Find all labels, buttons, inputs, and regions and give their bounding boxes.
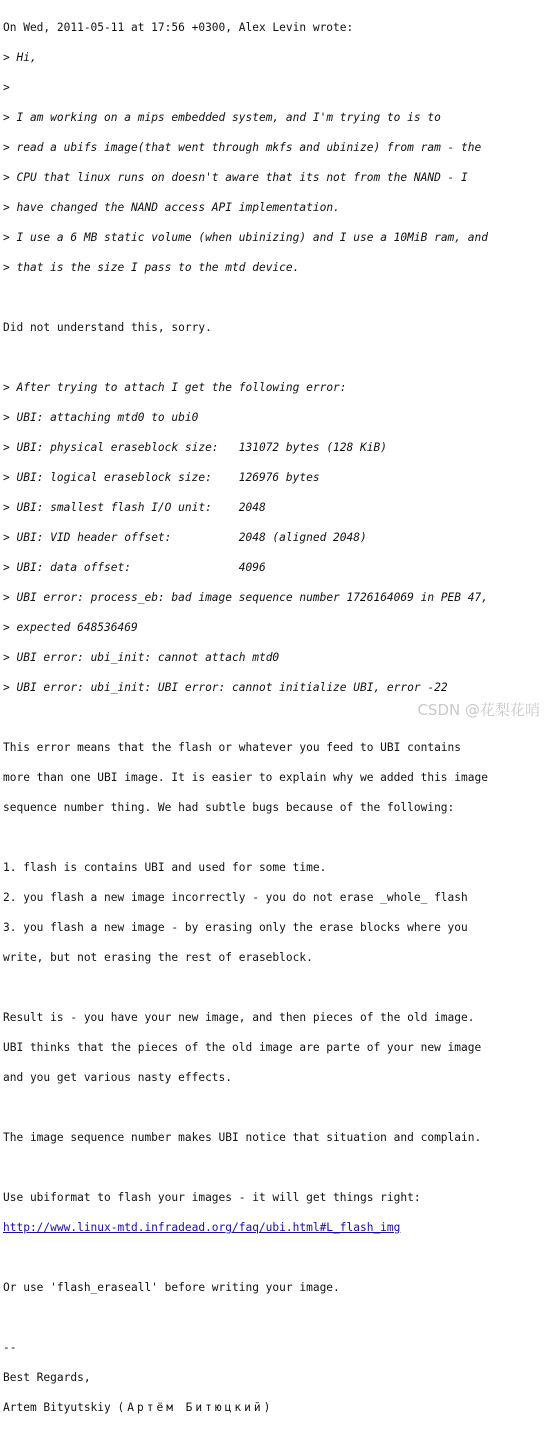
blank-line: [3, 290, 488, 305]
quote-line: > UBI: VID header offset: 2048 (aligned 2048): [3, 531, 367, 544]
quote-line: > UBI: data offset: 4096: [3, 561, 266, 574]
reply-line: Use ubiformat to flash your images - it will get things right:: [3, 1191, 421, 1204]
reply-line: Result is - you have your new image, and then pieces of the old image.: [3, 1011, 475, 1024]
ubi-faq-link[interactable]: http://www.linux-mtd.infradead.org/faq/ubi.html#L_flash_img: [3, 1221, 401, 1234]
reply-line: and you get various nasty effects.: [3, 1071, 233, 1084]
csdn-watermark: CSDN @花梨花哨: [417, 701, 540, 719]
blank-line: [3, 1250, 488, 1265]
link-line: [3, 1220, 488, 1235]
quote-line: > UBI error: ubi_init: cannot attach mtd0: [3, 651, 280, 664]
quote-line: > that is the size I pass to the mtd device.: [3, 261, 300, 274]
quote-line: >: [3, 81, 17, 94]
reply-line: Did not understand this, sorry.: [3, 321, 212, 334]
blank-line: [3, 1310, 488, 1325]
blank-line: [3, 710, 488, 725]
signature-name-cyrillic: (Артём Битюцкий): [117, 1401, 274, 1414]
quote-line: > UBI error: ubi_init: UBI error: cannot initialize UBI, error -22: [3, 681, 448, 694]
signature-name: Artem Bityutskiy: [3, 1401, 111, 1414]
reply-line: The image sequence number makes UBI notice that situation and complain.: [3, 1131, 482, 1144]
quote-line: > have changed the NAND access API implementation.: [3, 201, 340, 214]
quote-line: > UBI error: process_eb: bad image sequence number 1726164069 in PEB 47,: [3, 591, 488, 604]
blank-line: [3, 980, 488, 995]
signature-name-line: [3, 1400, 488, 1415]
list-item: 2. you flash a new image incorrectly - you do not erase _whole_ flash: [3, 891, 468, 904]
quote-line: > CPU that linux runs on doesn't aware that its not from the NAND - I: [3, 171, 468, 184]
quote-line: > I use a 6 MB static volume (when ubinizing) and I use a 10MiB ram, and: [3, 231, 488, 244]
quote-line: > I am working on a mips embedded system, and I'm trying to is to: [3, 111, 441, 124]
quote-line: > read a ubifs image(that went through mkfs and ubinize) from ram - the: [3, 141, 482, 154]
attribution-line: On Wed, 2011-05-11 at 17:56 +0300, Alex Levin wrote:: [3, 21, 354, 34]
quote-line: > expected 648536469: [3, 621, 138, 634]
list-item: write, but not erasing the rest of eraseblock.: [3, 951, 313, 964]
quote-line: > UBI: attaching mtd0 to ubi0: [3, 411, 199, 424]
list-item: 1. flash is contains UBI and used for some time.: [3, 861, 327, 874]
quote-line: > UBI: physical eraseblock size: 131072 bytes (128 KiB): [3, 441, 387, 454]
signature-regards: Best Regards,: [3, 1371, 91, 1384]
reply-line: more than one UBI image. It is easier to explain why we added this image: [3, 771, 488, 784]
signature-separator: --: [3, 1341, 17, 1354]
reply-line: This error means that the flash or whatever you feed to UBI contains: [3, 741, 462, 754]
blank-line: [3, 350, 488, 365]
reply-line: UBI thinks that the pieces of the old image are parte of your new image: [3, 1041, 482, 1054]
list-item: 3. you flash a new image - by erasing only the erase blocks where you: [3, 921, 468, 934]
quote-line: > After trying to attach I get the following error:: [3, 381, 347, 394]
email-body: [3, 5, 488, 1430]
reply-line: sequence number thing. We had subtle bugs because of the following:: [3, 801, 455, 814]
blank-line: [3, 1100, 488, 1115]
quote-line: > UBI: smallest flash I/O unit: 2048: [3, 501, 266, 514]
quote-line: > UBI: logical eraseblock size: 126976 bytes: [3, 471, 320, 484]
blank-line: [3, 1160, 488, 1175]
blank-line: [3, 830, 488, 845]
reply-line: Or use 'flash_eraseall' before writing your image.: [3, 1281, 340, 1294]
quote-line: > Hi,: [3, 51, 37, 64]
